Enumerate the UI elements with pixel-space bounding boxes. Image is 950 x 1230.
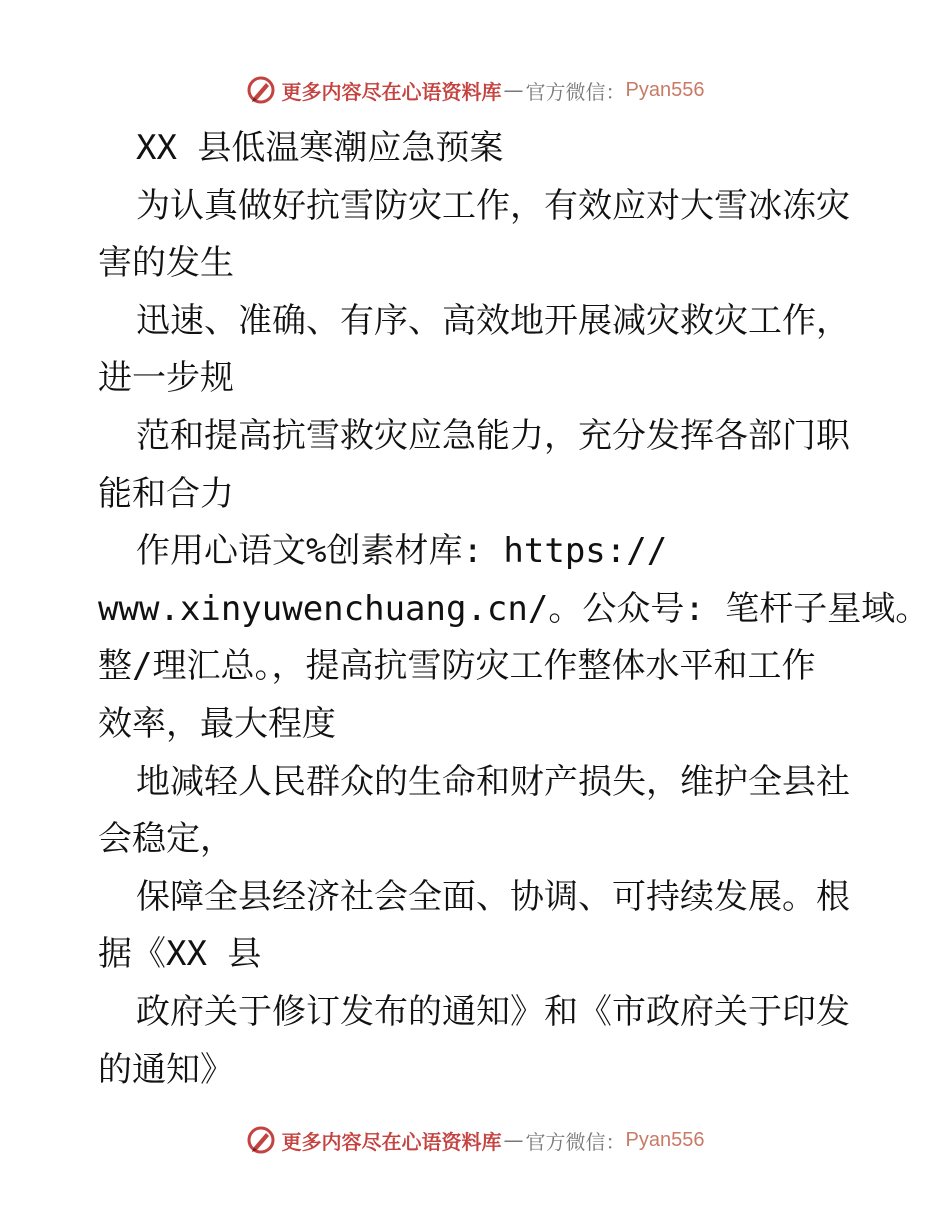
paragraph-line: 效率，最大程度 [98, 703, 336, 744]
banner-wechat-id: Pyan556 [625, 78, 705, 101]
paragraph-line-url: www.xinyuwenchuang.cn/。公众号: 笔杆子星域。 [98, 588, 930, 629]
paragraph-line: 整/理汇总。，提高抗雪防灾工作整体水平和工作 [98, 646, 816, 687]
paragraph-line: 进一步规 [98, 358, 234, 399]
paragraph-line: 会稳定， [98, 819, 234, 860]
banner-brand-text: 更多内容尽在心语资料库 [281, 79, 502, 104]
document-title: XX 县低温寒潮应急预案 [136, 128, 504, 168]
pen-logo-icon [246, 1125, 276, 1155]
banner-wechat-label: 官方微信： [525, 79, 626, 104]
banner-wechat-label: 官方微信： [525, 1129, 626, 1154]
paragraph-line: 政府关于修订发布的通知》和《市政府关于印发 [136, 991, 850, 1032]
paragraph-line: 的通知》 [98, 1049, 234, 1090]
paragraph-line: 作用心语文%创素材库: https:// [136, 531, 668, 572]
banner-separator: — [503, 1128, 524, 1152]
banner-brand-text: 更多内容尽在心语资料库 [281, 1129, 502, 1154]
footer-banner [0, 1120, 950, 1160]
header-banner [0, 70, 950, 110]
paragraph-line: 据《XX 县 [98, 934, 262, 975]
banner-separator: — [503, 78, 524, 102]
paragraph-line: 害的发生 [98, 243, 234, 284]
document-body [98, 120, 930, 1099]
banner-wechat-id: Pyan556 [625, 1128, 705, 1151]
paragraph-line: 能和合力 [98, 473, 234, 514]
paragraph-line: 地减轻人民群众的生命和财产损失，维护全县社 [136, 761, 850, 802]
paragraph-line: 为认真做好抗雪防灾工作，有效应对大雪冰冻灾 [136, 185, 850, 226]
paragraph-line: 范和提高抗雪救灾应急能力，充分发挥各部门职 [136, 415, 850, 456]
paragraph-line: 保障全县经济社会全面、协调、可持续发展。根 [136, 876, 850, 917]
paragraph-line: 迅速、准确、有序、高效地开展减灾救灾工作， [136, 300, 850, 341]
pen-logo-icon [246, 75, 276, 105]
